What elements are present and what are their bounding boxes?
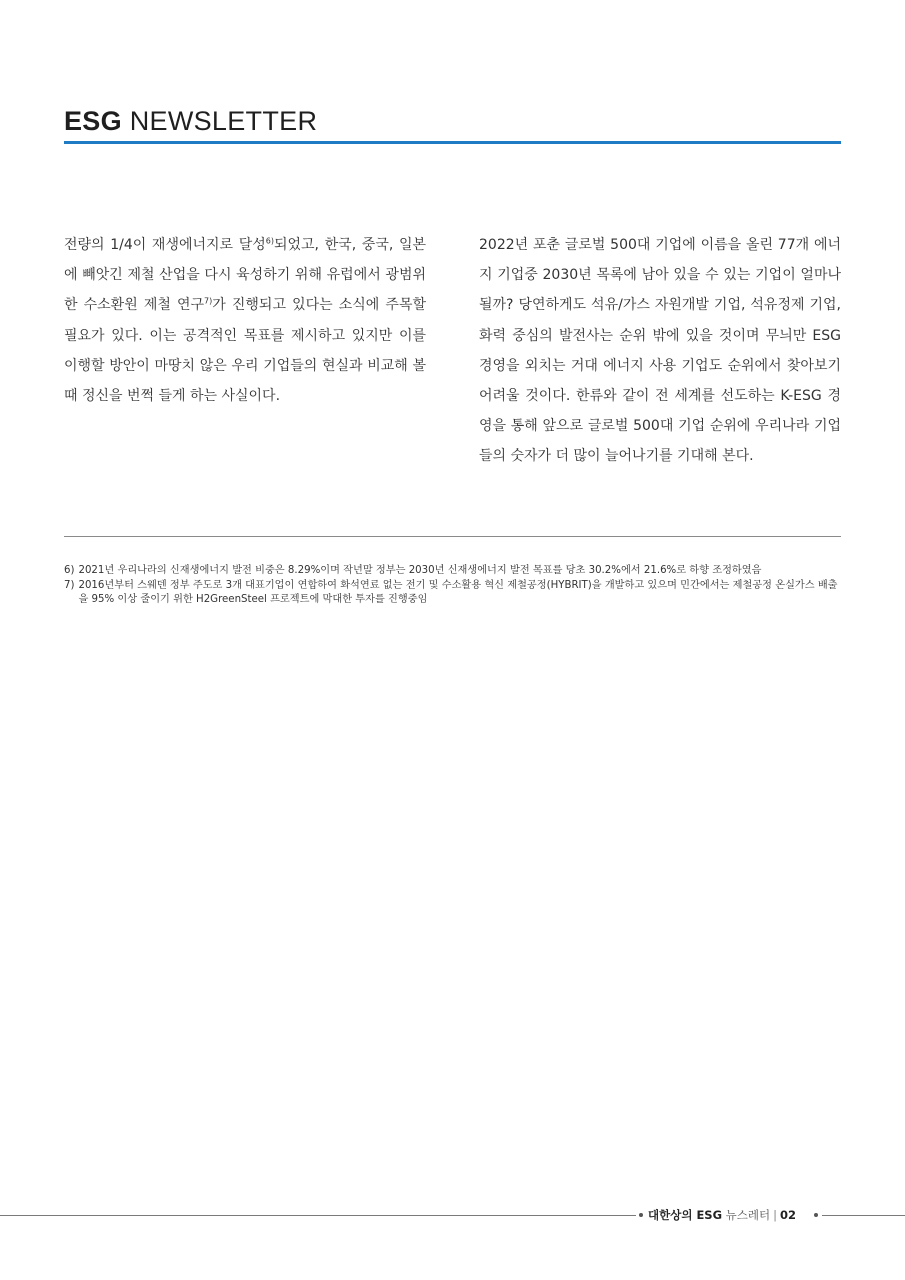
- left-paragraph: [64, 230, 426, 411]
- footnote-7: [64, 579, 841, 608]
- page-footer: [648, 1206, 796, 1224]
- header-rule: [64, 141, 841, 144]
- body-column-right: [479, 230, 841, 472]
- page-number: 02: [780, 1208, 797, 1222]
- footnote-6: [64, 564, 841, 579]
- footer-publication: 뉴스레터: [722, 1208, 771, 1222]
- footnotes: [64, 564, 841, 608]
- left-text-3: 가 진행되고 있다는 소식에 주목할 필요가 있다. 이는 공격적인 목표를 제시하고 있지만 이를 이행할 방안이 마땅치 않은 우리 기업들의 현실과 비교해 볼 때 정신을 번쩍 들게 하는 사실이다.: [64, 297, 426, 405]
- left-text-1: 전량의 1/4이 재생에너지로 달성: [64, 237, 266, 253]
- footnote-ref-6: 6): [265, 236, 274, 246]
- page-title: [64, 104, 841, 138]
- footer-org: 대한상의 ESG: [648, 1208, 723, 1222]
- footer-rule-left: [0, 1215, 636, 1216]
- newsletter-header: [64, 104, 841, 138]
- footnote-number: 7): [64, 579, 75, 591]
- body-column-left: [64, 230, 426, 411]
- footnote-number: 6): [64, 565, 75, 576]
- footer-separator: |: [773, 1208, 777, 1222]
- footnote-text: 2021년 우리나라의 신재생에너지 발전 비중은 8.29%이며 작년말 정부는 2030년 신재생에너지 발전 목표를 당초 30.2%에서 21.6%로 하향 조정하였음: [78, 565, 762, 576]
- left-text-2: 되었고, 한국, 중국, 일본에 빼앗긴 제철 산업을 다시 육성하기 위해 유럽에서 광범위한 수소환원 제철 연구: [64, 237, 426, 314]
- footnote-text: 2016년부터 스웨덴 정부 주도로 3개 대표기업이 연합하여 화석연료 없는 전기 및 수소활용 혁신 제철공정(HYBRIT)을 개발하고 있으며 민간에서는 제철공정 온실가스 배출을 95% 이상 줄이기 위한 H2GreenSteel 프로젝트에 막대한 투자를 진행중임: [78, 579, 838, 605]
- footer-rule-right: [822, 1215, 905, 1216]
- footnote-ref-7: 7): [204, 296, 213, 306]
- right-paragraph: 2022년 포춘 글로벌 500대 기업에 이름을 올린 77개 에너지 기업중 2030년 목록에 남아 있을 수 있는 기업이 얼마나 될까? 당연하게도 석유/가스 자원개발 기업, 석유정제 기업, 화력 중심의 발전사는 순위 밖에 있을 것이며 무늬만 ESG 경영을 외치는 거대 에너지 사용 기업도 순위에서 찾아보기 어려울 것이다. 한류와 같이 전 세계를 선도하는 K-ESG 경영을 통해 앞으로 글로벌 500대 기업 순위에 우리나라 기업들의 숫자가 더 많이 늘어나기를 기대해 본다.: [479, 237, 841, 465]
- title-rest: NEWSLETTER: [121, 106, 318, 136]
- footer-dot-right: [814, 1213, 818, 1217]
- title-bold: ESG: [64, 106, 122, 136]
- footer-dot-left: [639, 1213, 643, 1217]
- footnote-divider: [64, 536, 841, 537]
